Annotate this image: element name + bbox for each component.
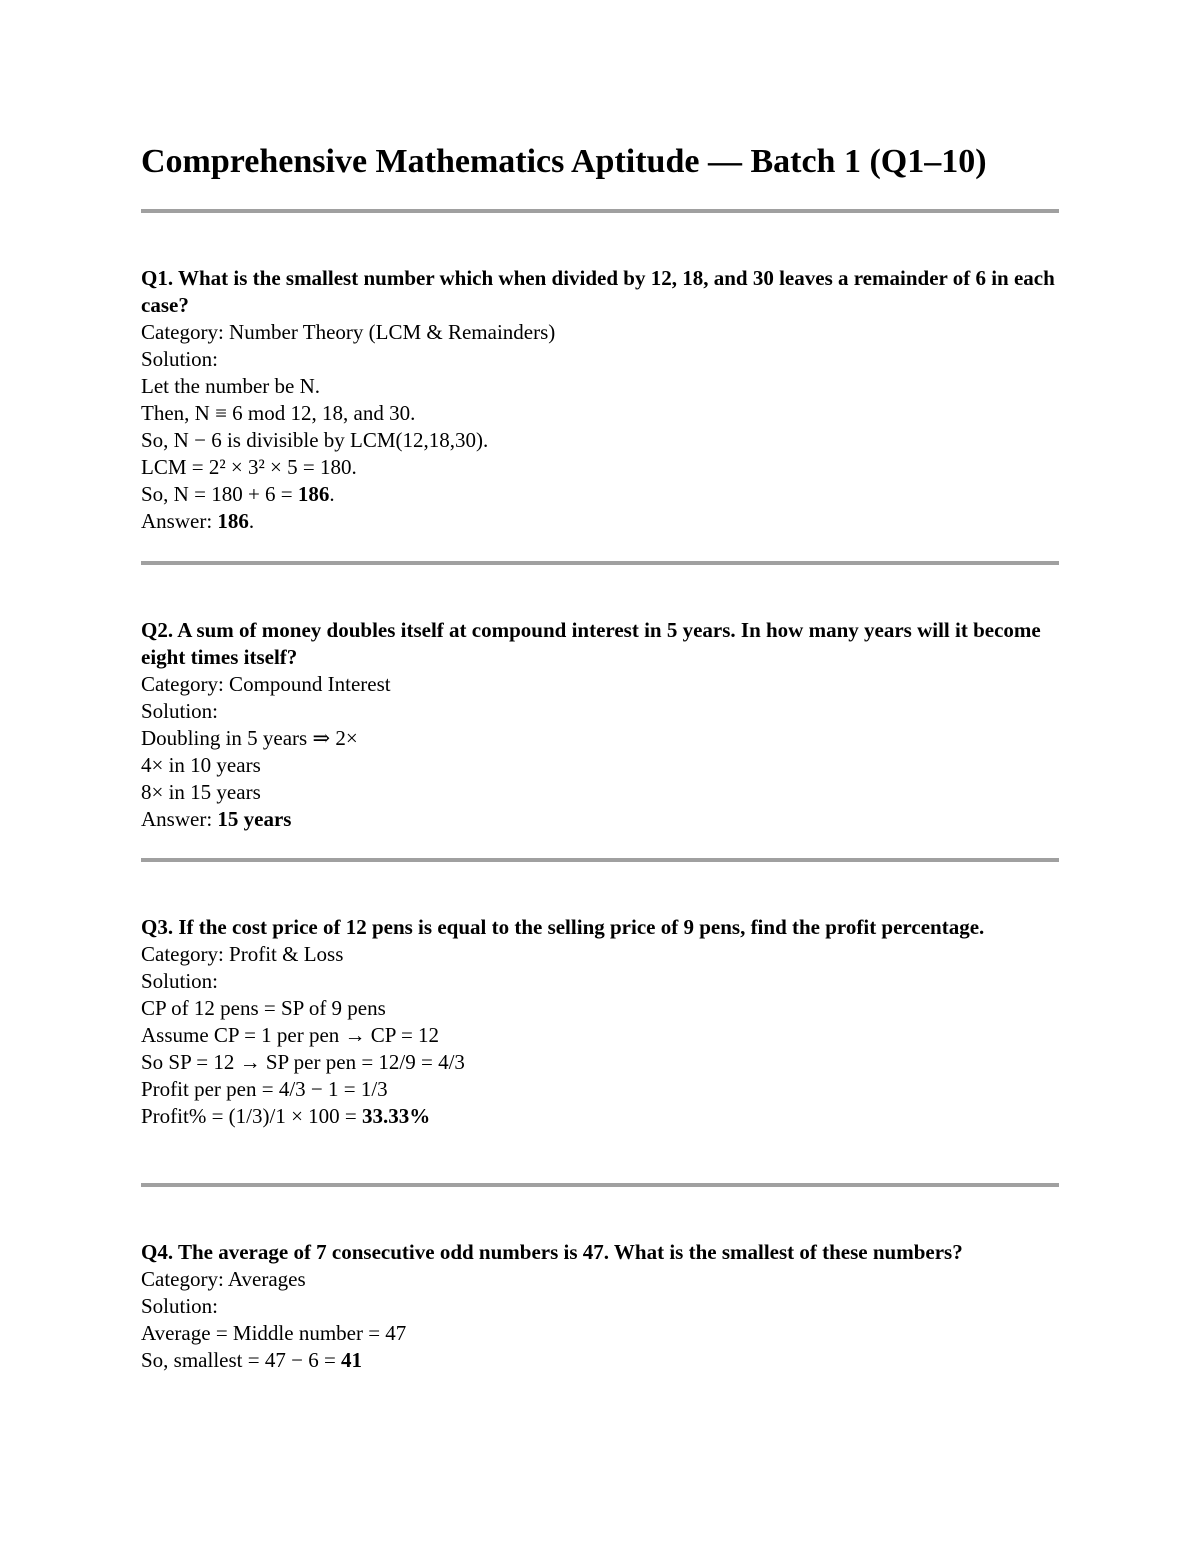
answer-value: 33.33% — [362, 1104, 431, 1128]
answer-line: So, smallest = 47 − 6 = 41 — [141, 1348, 363, 1372]
solution-label: Solution: — [141, 1294, 219, 1318]
question-body: If the cost price of 12 pens is equal to the selling price of 9 pens, find the profit percentage. — [178, 915, 985, 939]
question-block-q4 — [141, 1239, 1059, 1374]
answer-value: 15 years — [217, 807, 292, 831]
solution-line: Let the number be N. — [141, 374, 321, 398]
question-body: What is the smallest number which when divided by 12, 18, and 30 leaves a remainder of 6 in each case? — [141, 266, 1055, 317]
solution-line: Then, N ≡ 6 mod 12, 18, and 30. — [141, 401, 416, 425]
question-text — [141, 617, 1059, 671]
solution-line: So, N = 180 + 6 = 186. — [141, 482, 335, 506]
question-number: Q3. — [141, 915, 174, 939]
question-block-q3 — [141, 914, 1059, 1130]
solution-label: Solution: — [141, 969, 219, 993]
divider — [141, 1183, 1059, 1187]
question-text — [141, 914, 1059, 941]
answer-value: 186 — [217, 509, 249, 533]
answer-line: Profit% = (1/3)/1 × 100 = 33.33% — [141, 1104, 431, 1128]
category-label: Category: Compound Interest — [141, 672, 391, 696]
question-block-q2 — [141, 617, 1059, 833]
divider — [141, 858, 1059, 862]
question-number: Q4. — [141, 1240, 174, 1264]
divider — [141, 209, 1059, 213]
question-number: Q2. — [141, 618, 174, 642]
solution-line: Assume CP = 1 per pen → CP = 12 — [141, 1023, 440, 1047]
question-text — [141, 1239, 1059, 1266]
solution-label: Solution: — [141, 699, 219, 723]
question-body: A sum of money doubles itself at compound interest in 5 years. In how many years will it become eight times itself? — [141, 618, 1041, 669]
category-label: Category: Number Theory (LCM & Remainders) — [141, 320, 556, 344]
solution-line: So SP = 12 → SP per pen = 12/9 = 4/3 — [141, 1050, 465, 1074]
result-value: 186 — [297, 482, 330, 506]
solution-label: Solution: — [141, 347, 219, 371]
answer-value: 41 — [341, 1348, 363, 1372]
answer-line: Answer: 15 years — [141, 807, 292, 831]
solution-line: CP of 12 pens = SP of 9 pens — [141, 996, 386, 1020]
solution-line: LCM = 2² × 3² × 5 = 180. — [141, 455, 357, 479]
question-block-q1 — [141, 265, 1059, 535]
question-text — [141, 265, 1059, 319]
page-title: Comprehensive Mathematics Aptitude — Batch 1 (Q1–10) — [141, 143, 987, 180]
question-body: The average of 7 consecutive odd numbers is 47. What is the smallest of these numbers? — [177, 1240, 963, 1264]
category-label: Category: Averages — [141, 1267, 306, 1291]
solution-line: 4× in 10 years — [141, 753, 261, 777]
solution-line: Average = Middle number = 47 — [141, 1321, 407, 1345]
solution-line: Doubling in 5 years ⇒ 2× — [141, 726, 358, 750]
question-number: Q1. — [141, 266, 174, 290]
solution-line: 8× in 15 years — [141, 780, 261, 804]
category-label: Category: Profit & Loss — [141, 942, 344, 966]
solution-line: Profit per pen = 4/3 − 1 = 1/3 — [141, 1077, 388, 1101]
divider — [141, 561, 1059, 565]
answer-line: Answer: 186. — [141, 509, 255, 533]
solution-line: So, N − 6 is divisible by LCM(12,18,30). — [141, 428, 489, 452]
